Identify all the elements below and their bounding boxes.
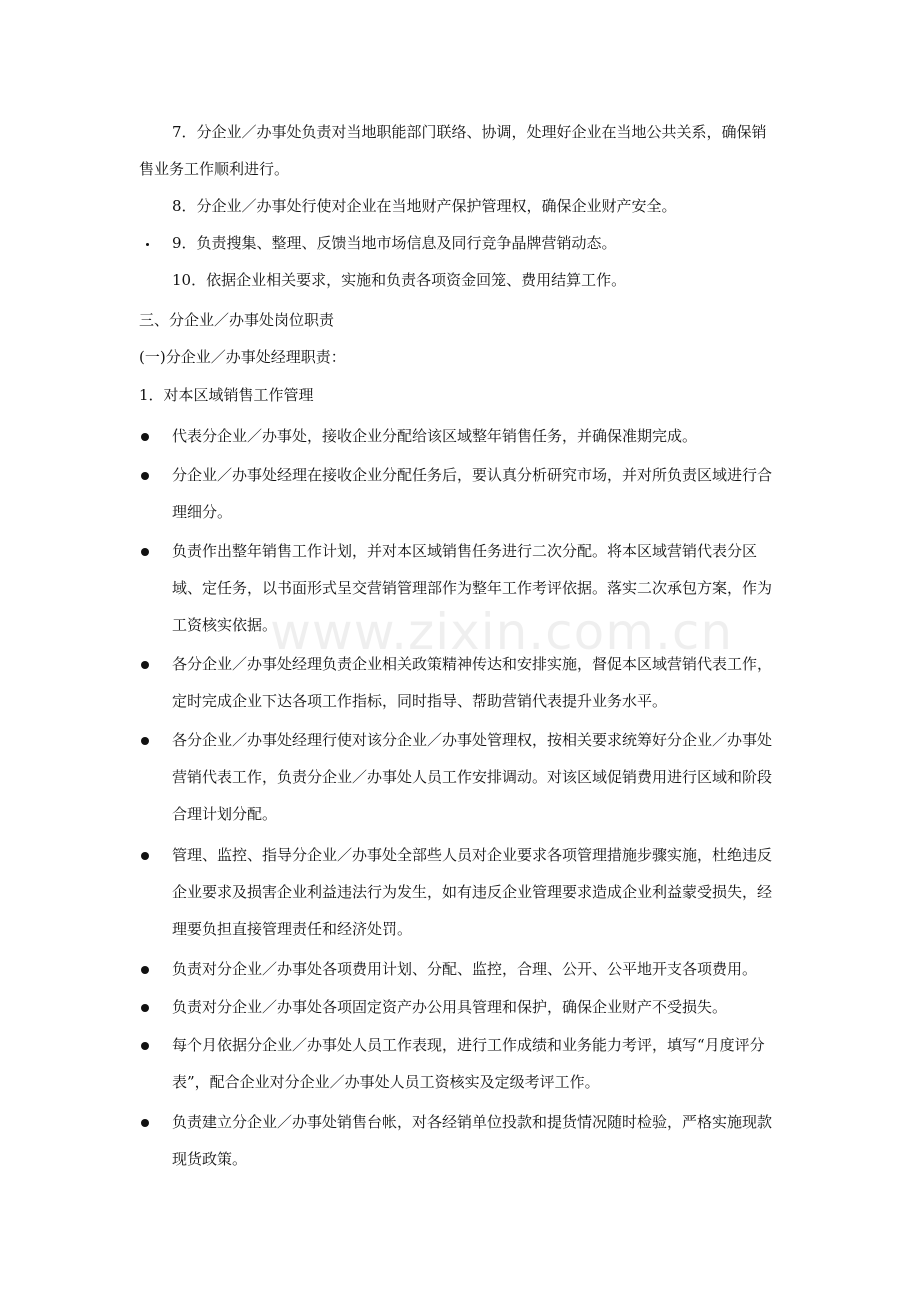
- bullet-dot: [141, 966, 149, 974]
- bullet-item: 每个月依据分企业／办事处人员工作表现，进行工作成绩和业务能力考评，填写“月度评分表”，配合企业对分企业／办事处人员工资核实及定级考评工作。: [172, 1036, 765, 1091]
- bullet-item: 各分企业／办事处经理行使对该分企业／办事处管理权，按相关要求统筹好分企业／办事处营销代表工作，负责分企业／办事处人员工作安排调动。对该区域促销费用进行区域和阶段合理计划分配。: [172, 731, 773, 823]
- bullet-dot: [141, 852, 149, 860]
- watermark: www.zixin.com.cn: [270, 603, 734, 661]
- bullet-dot: [141, 472, 149, 480]
- bullet-dot: [141, 1004, 149, 1012]
- paragraph-8: 8．分企业／办事处行使对企业在当地财产保护管理权，确保企业财产安全。: [172, 197, 677, 215]
- bullet-dot: [141, 661, 149, 669]
- bullet-item: 分企业／办事处经理在接收企业分配任务后，要认真分析研究市场，并对所负责区域进行合理细分。: [172, 466, 773, 521]
- item-heading: 1．对本区域销售工作管理: [139, 386, 314, 404]
- small-bullet-dot: [146, 243, 149, 246]
- bullet-dot: [141, 548, 149, 556]
- bullet-item: 负责作出整年销售工作计划，并对本区域销售任务进行二次分配。将本区域营销代表分区域、定任务，以书面形式呈交营销管理部作为整年工作考评依据。落实二次承包方案，作为工资核实依据。: [172, 542, 773, 634]
- bullet-item: 管理、监控、指导分企业／办事处全部些人员对企业要求各项管理措施步骤实施，杜绝违反企业要求及损害企业利益违法行为发生，如有违反企业管理要求造成企业利益蒙受损失，经理要负担直接管理责任和经济处罚。: [172, 846, 773, 938]
- bullet-item: 代表分企业／办事处，接收企业分配给该区域整年销售任务，并确保准期完成。: [172, 427, 698, 445]
- bullet-dot: [141, 1042, 149, 1050]
- bullet-item: 负责建立分企业／办事处销售台帐，对各经销单位投款和提货情况随时检验，严格实施现款现货政策。: [172, 1113, 773, 1168]
- section-heading: 三、分企业／办事处岗位职责: [139, 311, 335, 329]
- bullet-item: 各分企业／办事处经理负责企业相关政策精神传达和安排实施，督促本区域营销代表工作，定时完成企业下达各项工作指标，同时指导、帮助营销代表提升业务水平。: [172, 655, 773, 710]
- paragraph-9: 9．负责搜集、整理、反馈当地市场信息及同行竞争晶牌营销动态。: [172, 234, 617, 252]
- subsection-heading: (一)分企业／办事处经理职责：: [139, 348, 346, 366]
- bullet-dot: [141, 737, 149, 745]
- bullet-dot: [141, 1119, 149, 1127]
- paragraph-7: 7．分企业／办事处负责对当地职能部门联络、协调，处理好企业在当地公共关系，确保销售业务工作顺利进行。: [139, 123, 767, 178]
- bullet-dot: [141, 433, 149, 441]
- paragraph-10: 10．依据企业相关要求，实施和负责各项资金回笼、费用结算工作。: [172, 271, 627, 289]
- bullet-item: 负责对分企业／办事处各项固定资产办公用具管理和保护，确保企业财产不受损失。: [172, 998, 728, 1016]
- bullet-item: 负责对分企业／办事处各项费用计划、分配、监控，合理、公开、公平地开支各项费用。: [172, 960, 758, 978]
